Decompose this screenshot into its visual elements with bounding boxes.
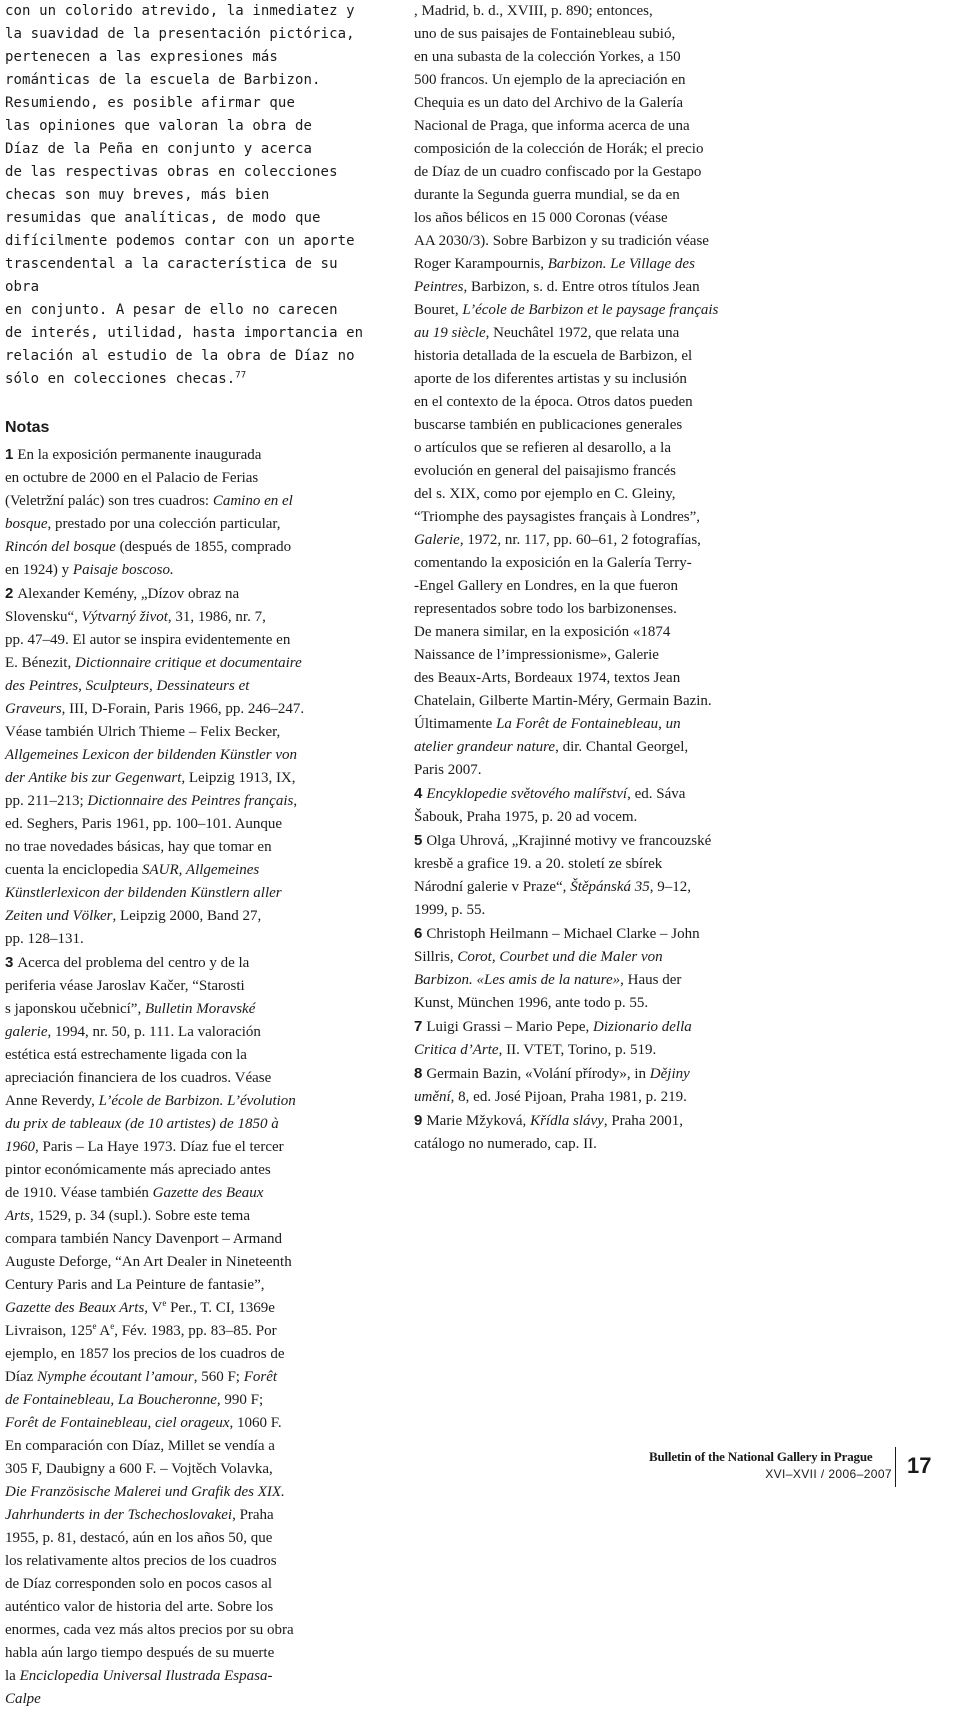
footer-divider xyxy=(895,1447,896,1487)
note-number: 7 xyxy=(414,1018,423,1035)
journal-title: Bulletin of the National Gallery in Prague xyxy=(649,1449,873,1464)
note-text: L’école de Barbizon. L’évolution du prix de tableaux (de 10 artistes) de 1850 à 1960 xyxy=(5,1093,296,1155)
note-text: (después de 1855, comprado en 1924) y xyxy=(5,539,292,578)
note-text: Rincón del bosque xyxy=(5,539,116,555)
note-text: , ed. Sáva Šabouk, Praha 1975, p. 20 ad vocem. xyxy=(414,786,686,825)
page-number: 17 xyxy=(907,1453,932,1478)
note-text: , 8, ed. José Pijoan, Praha 1981, p. 219. xyxy=(450,1089,687,1105)
note-7 xyxy=(414,1015,794,1062)
note-8 xyxy=(414,1062,794,1109)
body-text: con un colorido atrevido, la inmediatez y la suavidad de la presentación pictórica, pertenecen a las expresiones más románticas de la escuela de Barbizon. Resumiendo, es posible afirmar que las opiniones que valoran la obra de Díaz de la Peña en conjunto y acerca de las respectivas obras en colecciones checas son muy breves, más bien resumidas que analíticas, de modo que difícilmente podemos contar con un aporte trascendental a la característica de su obra en conjunto. A pesar de ello no carecen de interés, utilidad, hasta importancia en relación al estudio de la obra de Díaz no sólo en colecciones checas. xyxy=(5,3,364,387)
notes-list-right xyxy=(414,0,794,1156)
note-text: Bulletin Moravské galerie xyxy=(5,1001,256,1040)
note-text: , Fév. 1983, pp. 83–85. Por ejemplo, en 1857 los precios de los cuadros de Díaz xyxy=(5,1323,285,1385)
note-text: Forêt de Fontainebleau, ciel orageux xyxy=(5,1415,230,1431)
note-text: Camino en el bosque xyxy=(5,493,293,532)
note-number: 8 xyxy=(414,1065,423,1082)
page-footer xyxy=(645,1445,950,1491)
note-number: 9 xyxy=(414,1112,423,1129)
note-text: A xyxy=(96,1323,111,1339)
note-number: 6 xyxy=(414,925,423,942)
note-text: , 1529, p. 34 (supl.). Sobre este tema compara también Nancy Davenport – Armand Auguste Deforge, “An Art Dealer in Nineteenth Century Paris and La Peinture de fantasie”, xyxy=(5,1208,292,1293)
note-text: Nymphe écoutant l’amour xyxy=(37,1369,194,1385)
note-text: Galerie xyxy=(414,532,460,548)
right-column xyxy=(414,0,794,1156)
note-text: Štěpánská 35 xyxy=(570,879,650,895)
note-text: Dizionario della Critica d’Arte xyxy=(414,1019,692,1058)
note-text: , Praha 1955, p. 81, destacó, aún en los años 50, que los relativamente altos precios de los cuadros de Díaz corresponden solo en pocos casos al auténtico valor de historia del arte. Sobre los enormes, cada vez más altos precios por su obra habla aún largo tiempo después de su muerte la xyxy=(5,1507,294,1684)
note-4 xyxy=(414,782,794,829)
note-text: La Forêt de Fontainebleau, un atelier grandeur nature xyxy=(414,716,681,755)
note-text: e xyxy=(162,1298,167,1308)
note-text: Gazette des Beaux Arts, xyxy=(5,1300,149,1316)
note-text: Dictionnaire critique et documentaire des Peintres, Sculpteurs, Dessinateurs et Graveurs xyxy=(5,655,302,717)
note-text: , 1060 F. En comparación con Díaz, Millet se vendía a 305 F, Daubigny a 600 F. – Vojtěch Volavka, xyxy=(5,1415,282,1477)
note-6 xyxy=(414,922,794,1015)
note-text: Per., T. CI, 1369e Livraison, 125 xyxy=(5,1300,275,1339)
note-5 xyxy=(414,829,794,922)
note-text: , III, D-Forain, Paris 1966, pp. 246–247. Véase también Ulrich Thieme – Felix Becker, xyxy=(5,701,305,740)
note-text: Leipzig 1913, IX, pp. 211–213; xyxy=(5,770,296,809)
note-text: , ed. Seghers, Paris 1961, pp. 100–101. Aunque no trae novedades básicas, hay que tomar en cuenta la enciclopedia xyxy=(5,793,298,878)
note-text: Acerca del problema del centro y de la periferia véase Jaroslav Kačer, “Starosti s japonskou učebnicí”, xyxy=(5,955,250,1017)
note-text: Allgemeines Lexicon der bildenden Künstler von der Antike bis zur Gegenwart, xyxy=(5,747,298,786)
note-text: , Leipzig 2000, Band 27, pp. 128–131. xyxy=(5,908,262,947)
note-text: Dictionnaire des Peintres français xyxy=(87,793,294,809)
note-text: , 560 F; xyxy=(193,1369,244,1385)
note-number: 4 xyxy=(414,785,423,802)
note-text: Paisaje boscoso. xyxy=(72,562,174,578)
note-text: V xyxy=(148,1300,163,1316)
note-text: , Haus der Kunst, München 1996, ante todo p. 55. xyxy=(414,972,682,1011)
notes-heading: Notas xyxy=(5,419,50,436)
note-text: , II. VTET, Torino, p. 519. xyxy=(498,1042,657,1058)
note-text: SAUR, Allgemeines Künstlerlexicon der bildenden Künstlern aller Zeiten und Völker xyxy=(5,862,282,924)
note-text: Výtvarný život xyxy=(81,609,168,625)
note-text: Encyklopedie světového malířství xyxy=(426,786,628,802)
note-text: Christoph Heilmann – Michael Clarke – John Sillris, xyxy=(414,926,700,965)
note-text: e xyxy=(110,1321,115,1331)
note-text: , Barbizon, s. d. Entre otros títulos Jean Bouret, xyxy=(414,279,700,318)
note-number: 2 xyxy=(5,585,14,602)
note-text: Luigi Grassi – Mario Pepe, xyxy=(426,1019,593,1035)
note-text: Germain Bazin, «Volání přírody», in xyxy=(426,1066,650,1082)
note-number: 5 xyxy=(414,832,423,849)
note-text: En la exposición permanente inaugurada en octubre de 2000 en el Palacio de Ferias (Veletržní palác) son tres cuadros: xyxy=(5,447,262,509)
note-text: , Praha 2001, catálogo no numerado, cap. II. xyxy=(414,1113,683,1152)
note-3-continued xyxy=(414,0,794,782)
note-number: 1 xyxy=(5,446,14,463)
note-text: Die Französische Malerei und Grafik des XIX. Jahrhunderts in der Tschechoslovakei xyxy=(5,1484,285,1523)
note-text: , prestado por una colección particular, xyxy=(47,516,281,532)
note-text: , 990 F; xyxy=(216,1392,264,1408)
note-1 xyxy=(5,443,380,582)
note-2 xyxy=(5,582,380,951)
note-text: Gazette des Beaux Arts xyxy=(5,1185,264,1224)
note-text: , 9–12, 1999, p. 55. xyxy=(414,879,692,918)
note-text: Dějiny umění xyxy=(414,1066,690,1105)
note-text: , Madrid, b. d., XVIII, p. 890; entonces, uno de sus paisajes de Fontainebleau subió, en una subasta de la colección Yorkes, a 150 500 francos. Un ejemplo de la apreciación en Chequia es un dato del Archivo de la Galería Nacional de Praga, que informa acerca de una composición de la colección de Horák; el precio de Díaz de un cuadro confiscado por la Gestapo durante la Segunda guerra mundial, se da en los años bélicos en 15 000 Coronas (véase AA 2030/3). Sobre Barbizon y su tradición véase Roger Karampournis, xyxy=(414,3,709,272)
note-text: Enciclopedia Universal Ilustrada Espasa- Calpe xyxy=(5,1668,273,1707)
note-text: Křídla slávy xyxy=(530,1113,604,1129)
body-paragraph xyxy=(5,0,380,391)
note-text: Forêt de Fontainebleau, La Boucheronne xyxy=(5,1369,278,1408)
note-3 xyxy=(5,951,380,1711)
note-text: , Paris – La Haye 1973. Díaz fue el tercer pintor económicamente más apreciado antes de 1910. Véase también xyxy=(5,1139,284,1201)
left-column xyxy=(5,0,380,1711)
note-text: , 1972, nr. 117, pp. 60–61, 2 fotografías, comentando la exposición en la Galería Terry- -Engel Gallery en Londres, en la que fueron representados sobre todo los barbizonenses. De manera similar, en la exposición «1874 Naissance de l’impressionisme», Galerie des Beaux-Arts, Bordeaux 1974, textos Jean Chatelain, Gilberte Martin-Méry, Germain Bazin. Últimamente xyxy=(414,532,712,732)
note-text: , 31, 1986, nr. 7, pp. 47–49. El autor se inspira evidentemente en E. Bénezit, xyxy=(5,609,291,671)
note-9 xyxy=(414,1109,794,1156)
note-text: Alexander Kemény, „Dízov obraz na Slovensku“, xyxy=(5,586,240,625)
footnote-ref: 77 xyxy=(235,370,247,381)
journal-issue: XVI–XVII / 2006–2007 xyxy=(765,1467,892,1481)
note-text: , Neuchâtel 1972, que relata una historia detallada de la escuela de Barbizon, el aporte de los diferentes artistas y su inclusión en el contexto de la época. Otros datos pueden buscarse también en publicaciones generales o artículos que se refieren al desarollo, a la evolución en general del paisajismo francés del s. XIX, como por ejemplo en C. Gleiny, “Triomphe des paysagistes français à Londres”, xyxy=(414,325,701,525)
note-text: , 1994, nr. 50, p. 111. La valoración estética está estrechamente ligada con la apreciación financiera de los cuadros. Véase Anne Reverdy, xyxy=(5,1024,272,1109)
note-text: Corot, Courbet und die Maler von Barbizon. «Les amis de la nature» xyxy=(414,949,663,988)
note-text: L’école de Barbizon et le paysage français au 19 siècle xyxy=(414,302,719,341)
note-text: Barbizon. Le Village des Peintres xyxy=(414,256,695,295)
note-text: Olga Uhrová, „Krajinné motivy ve francouzské kresbě a grafice 19. a 20. století ze sbírek Národní galerie v Praze“, xyxy=(414,833,712,895)
note-text: e xyxy=(92,1321,97,1331)
notes-list-left xyxy=(5,443,380,1711)
note-text: Marie Mžyková, xyxy=(426,1113,531,1129)
note-number: 3 xyxy=(5,954,14,971)
note-text: , dir. Chantal Georgel, Paris 2007. xyxy=(414,739,689,778)
